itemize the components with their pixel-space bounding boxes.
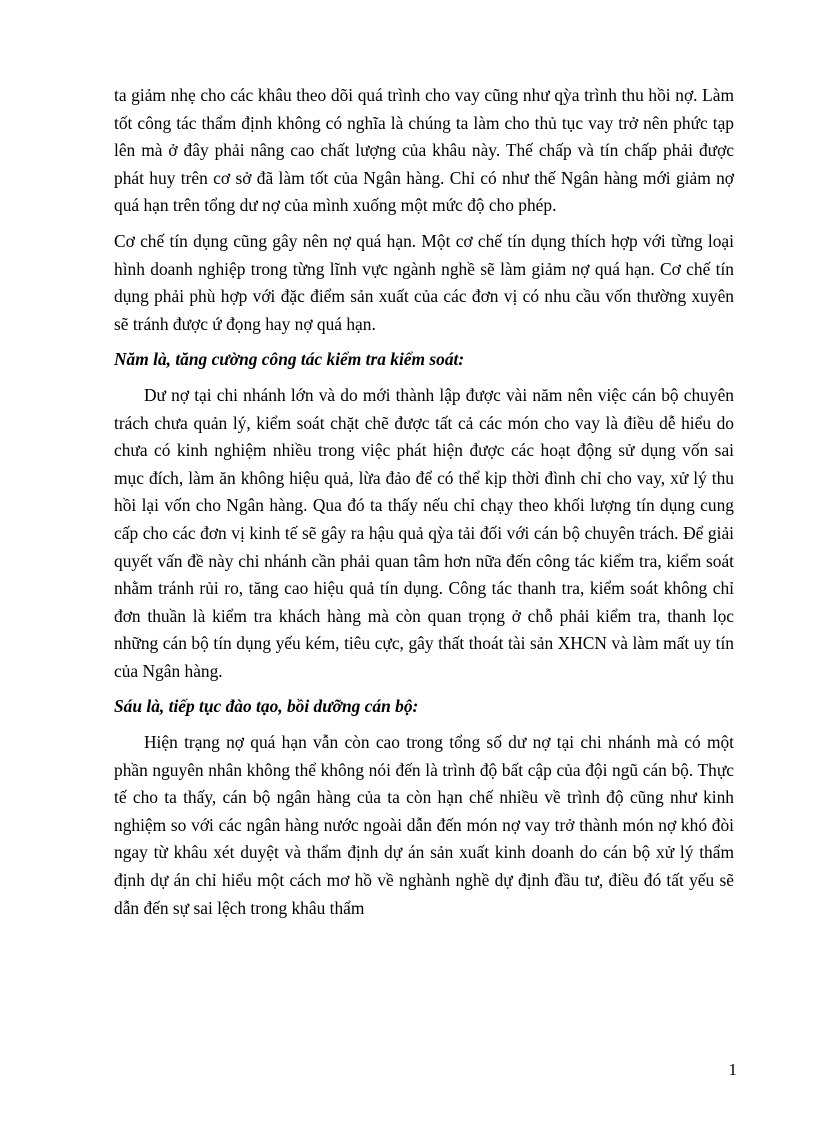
document-body — [114, 82, 734, 930]
paragraph-appraisal: ta giảm nhẹ cho các khâu theo dõi quá trình cho vay cũng như qỳa trình thu hồi nợ. Làm tốt công tác thẩm định không có nghĩa là chúng ta làm cho thủ tục vay trở nên phức tạp lên mà ở đây phải nâng cao chất lượng của khâu này. Thế chấp và tín chấp phải được phát huy trên cơ sở đã làm tốt của Ngân hàng. Chỉ có như thế Ngân hàng mới giảm nợ quá hạn trên tổng dư nợ của mình xuống một mức độ cho phép. — [114, 85, 734, 216]
section-heading-training: Sáu là, tiếp tục đào tạo, bồi dưỡng cán bộ: — [114, 696, 419, 717]
page-number: 1 — [728, 1060, 737, 1079]
paragraph-credit-mechanism: Cơ chế tín dụng cũng gây nên nợ quá hạn. Một cơ chế tín dụng thích hợp với từng loại hình doanh nghiệp trong từng lĩnh vực ngành nghề sẽ làm giảm nợ quá hạn. Cơ chế tín dụng phải phù hợp với đặc điểm sản xuất của các đơn vị có nhu cầu vốn thường xuyên sẽ tránh được ứ đọng hay nợ quá hạn. — [114, 230, 734, 334]
paragraph-inspection: Dư nợ tại chi nhánh lớn và do mới thành lập được vài năm nên việc cán bộ chuyên trách chưa quản lý, kiểm soát chặt chẽ được tất cả các món cho vay là điều dễ hiểu do chưa có kinh nghiệm nhiều trong việc phát hiện được các hoạt động sử dụng vốn sai mục đích, làm ăn không hiệu quả, lừa đảo để có thể kịp thời đình chỉ cho vay, xử lý thu hồi lại vốn cho Ngân hàng. Qua đó ta thấy nếu chỉ chạy theo khối lượng tín dụng cung cấp cho các đơn vị kinh tế sẽ gây ra hậu quả qỳa tải đối với cán bộ chuyên trách. Để giải quyết vấn đề này chi nhánh cần phải quan tâm hơn nữa đến công tác kiểm tra, kiểm soát nhằm tránh rủi ro, tăng cao hiệu quả tín dụng. Công tác thanh tra, kiểm soát không chỉ đơn thuần là kiểm tra khách hàng mà còn quan trọng ở chỗ phải kiểm tra, thanh lọc những cán bộ tín dụng yếu kém, tiêu cực, gây thất thoát tài sản XHCN và làm mất uy tín của Ngân hàng. — [114, 384, 734, 681]
paragraph-training: Hiện trạng nợ quá hạn vẫn còn cao trong tổng số dư nợ tại chi nhánh mà có một phần nguyên nhân không thể không nói đến là trình độ bất cập của đội ngũ cán bộ. Thực tế cho ta thấy, cán bộ ngân hàng của ta còn hạn chế nhiều về trình độ cũng như kinh nghiệm so với các ngân hàng nước ngoài dẫn đến món nợ vay trở thành món nợ khó đòi ngay từ khâu xét duyệt và thẩm định dự án sản xuất kinh doanh do cán bộ xử lý thẩm định dự án chỉ hiểu một cách mơ hồ về nghành nghề dự định đầu tư, điều đó tất yếu sẽ dẫn đến sự sai lệch trong khâu thẩm — [114, 732, 734, 918]
section-heading-inspection: Năm là, tăng cường công tác kiểm tra kiểm soát: — [114, 349, 465, 370]
